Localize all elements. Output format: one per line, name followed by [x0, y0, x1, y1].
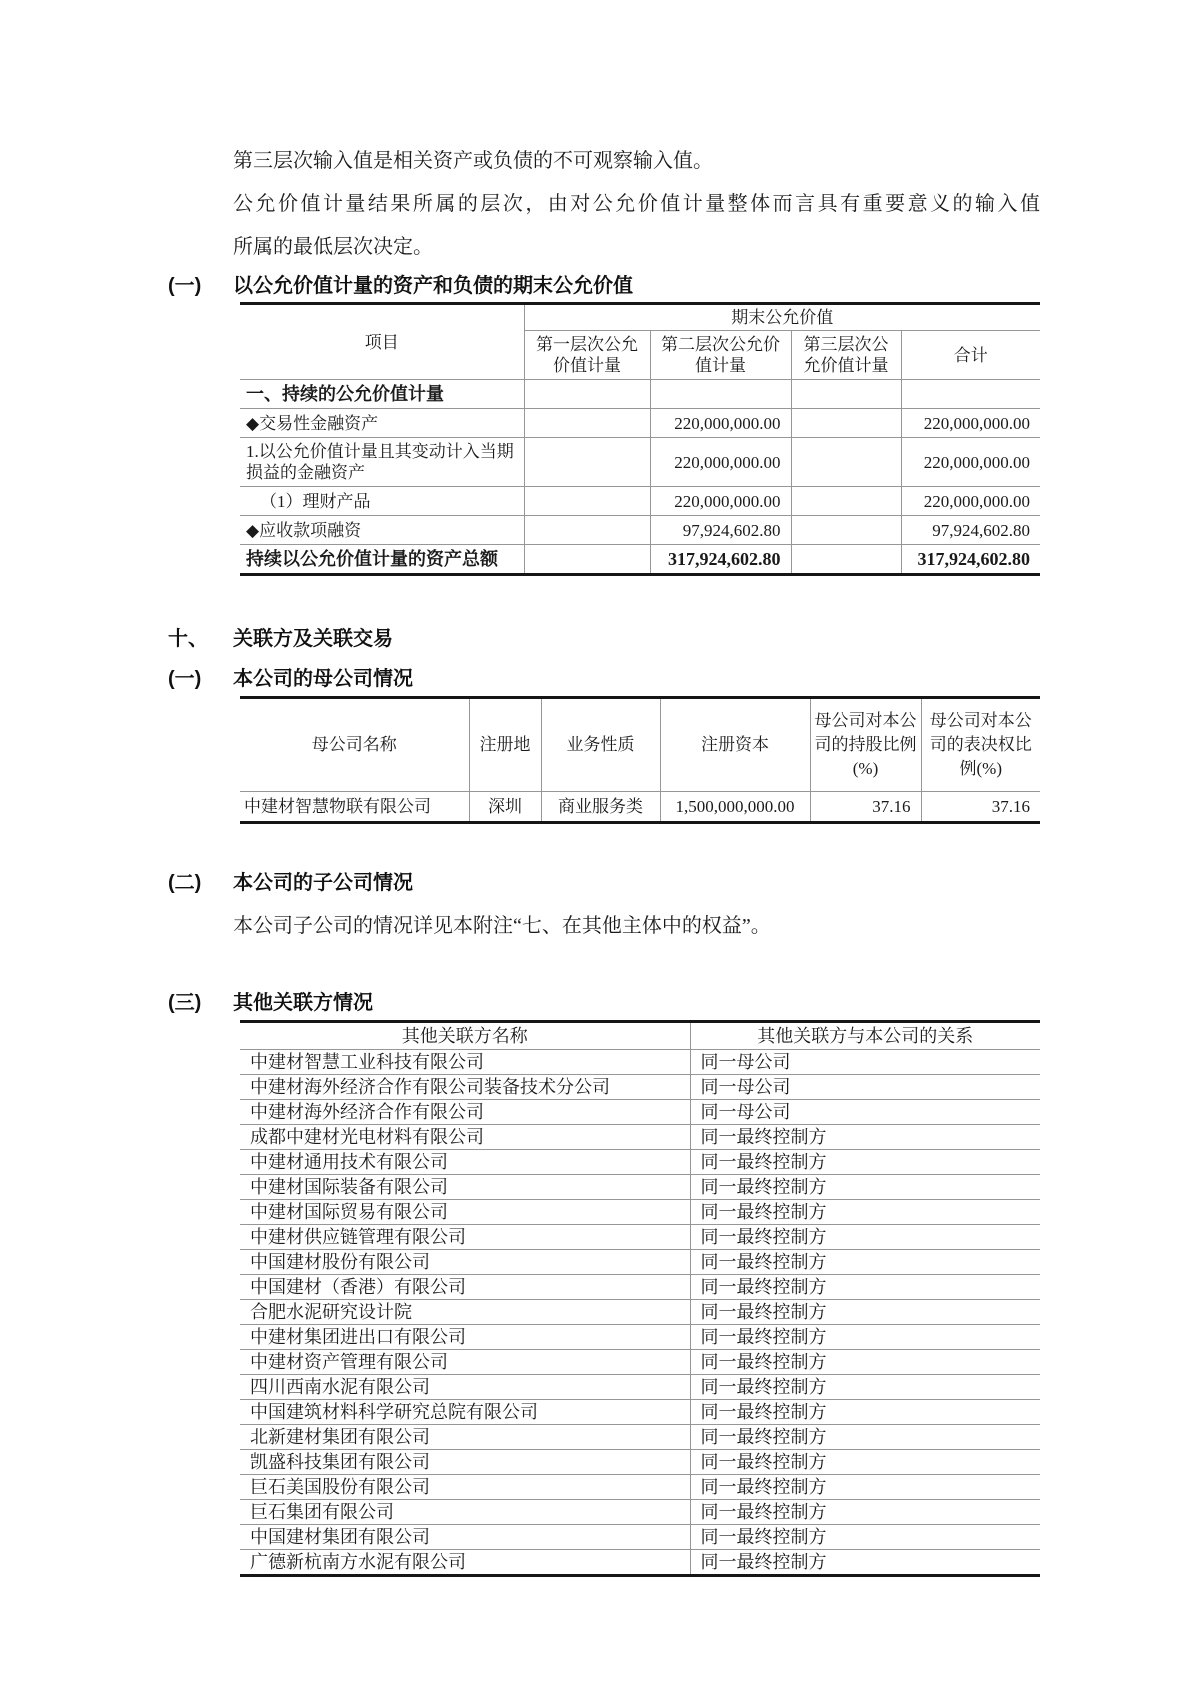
column-header: 其他关联方名称: [240, 1022, 690, 1050]
column-header: 母公司对本公司的表决权比例(%): [921, 698, 1040, 792]
table-cell: 同一母公司: [690, 1100, 1040, 1125]
table-row: [240, 1550, 1040, 1576]
table-cell: 同一最终控制方: [690, 1475, 1040, 1500]
table-row: [240, 1275, 1040, 1300]
table-cell: 同一最终控制方: [690, 1450, 1040, 1475]
column-header: 业务性质: [541, 698, 660, 792]
table-row: [240, 1200, 1040, 1225]
column-header: 第三层次公允价值计量: [791, 331, 901, 380]
table-cell: 中建材海外经济合作有限公司装备技术分公司: [240, 1075, 690, 1100]
table-cell: 中建材供应链管理有限公司: [240, 1225, 690, 1250]
section-number: (一): [168, 275, 202, 297]
table-cell: 四川西南水泥有限公司: [240, 1375, 690, 1400]
section-heading-subsidiaries: [168, 870, 1200, 896]
intro-line-3: 所属的最低层次决定。: [233, 236, 433, 258]
table-cell: [650, 380, 791, 409]
table-cell: 同一最终控制方: [690, 1125, 1040, 1150]
table-cell: ◆应收款项融资: [240, 516, 524, 545]
section-title: 本公司的子公司情况: [233, 872, 413, 894]
table-cell: 同一最终控制方: [690, 1400, 1040, 1425]
table-cell: 广德新杭南方水泥有限公司: [240, 1550, 690, 1576]
table-cell: 97,924,602.80: [901, 516, 1040, 545]
table-cell: [524, 516, 650, 545]
table-row: [240, 1425, 1040, 1450]
table-row: [240, 438, 1040, 487]
table-cell: 37.16: [810, 792, 921, 823]
table-row: [240, 1400, 1040, 1425]
table-cell: 成都中建材光电材料有限公司: [240, 1125, 690, 1150]
column-header: 合计: [901, 331, 1040, 380]
table-row: [240, 1475, 1040, 1500]
subsidiaries-note: 本公司子公司的情况详见本附注“七、在其他主体中的权益”。: [233, 915, 771, 937]
table-cell: 同一最终控制方: [690, 1550, 1040, 1576]
table-cell: 220,000,000.00: [901, 487, 1040, 516]
column-header: 母公司对本公司的持股比例(%): [810, 698, 921, 792]
section-title: 关联方及关联交易: [233, 628, 393, 650]
table-cell: 中建材通用技术有限公司: [240, 1150, 690, 1175]
table-header-row: [240, 698, 1040, 792]
table-cell: 同一最终控制方: [690, 1525, 1040, 1550]
table-cell: [901, 380, 1040, 409]
table-row: [240, 1525, 1040, 1550]
table-cell: [524, 380, 650, 409]
table-cell: 北新建材集团有限公司: [240, 1425, 690, 1450]
table-cell: 中建材国际装备有限公司: [240, 1175, 690, 1200]
table-cell: 220,000,000.00: [650, 487, 791, 516]
table-cell: （1）理财产品: [240, 487, 524, 516]
column-header: 注册地: [469, 698, 541, 792]
table-cell: 中建材资产管理有限公司: [240, 1350, 690, 1375]
table-cell: [791, 516, 901, 545]
section-number: (二): [168, 872, 202, 894]
table-cell: 持续以公允价值计量的资产总额: [240, 545, 524, 575]
table-cell: 220,000,000.00: [901, 438, 1040, 487]
table-cell: [791, 545, 901, 575]
table-row: [240, 487, 1040, 516]
column-header: 第二层次公允价值计量: [650, 331, 791, 380]
parent-company-table: [240, 696, 1040, 824]
table-header-row: [240, 304, 1040, 331]
column-header: 其他关联方与本公司的关系: [690, 1022, 1040, 1050]
table-cell: 220,000,000.00: [650, 438, 791, 487]
table-cell: 同一最终控制方: [690, 1350, 1040, 1375]
table-cell: [524, 487, 650, 516]
table-cell: [524, 545, 650, 575]
column-group-header: 期末公允价值: [524, 304, 1040, 331]
table-cell: 凯盛科技集团有限公司: [240, 1450, 690, 1475]
table-row: [240, 1150, 1040, 1175]
table-row: [240, 792, 1040, 823]
other-related-parties-table-body: [240, 1050, 1040, 1576]
table-row: [240, 1300, 1040, 1325]
other-related-parties-table: [240, 1020, 1040, 1577]
table-cell: 37.16: [921, 792, 1040, 823]
fair-value-table-body: [240, 380, 1040, 575]
table-cell: 中建材智慧工业科技有限公司: [240, 1050, 690, 1075]
table-cell: 317,924,602.80: [650, 545, 791, 575]
table-cell: 中建材集团进出口有限公司: [240, 1325, 690, 1350]
table-cell: 同一最终控制方: [690, 1300, 1040, 1325]
section-heading-other-related: [168, 990, 1200, 1016]
table-cell: 合肥水泥研究设计院: [240, 1300, 690, 1325]
intro-line-1: 第三层次输入值是相关资产或负债的不可观察输入值。: [233, 150, 713, 172]
table-row: [240, 516, 1040, 545]
table-cell: [524, 438, 650, 487]
table-cell: [524, 409, 650, 438]
section-heading-related-parties: [168, 626, 1200, 652]
table-cell: 同一最终控制方: [690, 1500, 1040, 1525]
table-cell: 同一最终控制方: [690, 1325, 1040, 1350]
table-row: [240, 1325, 1040, 1350]
table-cell: [791, 487, 901, 516]
table-row: [240, 1225, 1040, 1250]
table-row: [240, 545, 1040, 575]
table-row: [240, 1175, 1040, 1200]
table-cell: 同一最终控制方: [690, 1225, 1040, 1250]
column-header: 第一层次公允价值计量: [524, 331, 650, 380]
table-cell: 同一最终控制方: [690, 1150, 1040, 1175]
section-title: 本公司的母公司情况: [233, 668, 413, 690]
section-number: (一): [168, 668, 202, 690]
table-cell: 商业服务类: [541, 792, 660, 823]
table-header-row: [240, 1022, 1040, 1050]
table-cell: 巨石集团有限公司: [240, 1500, 690, 1525]
parent-company-table-body: [240, 792, 1040, 823]
section-title: 其他关联方情况: [233, 992, 373, 1014]
table-cell: 220,000,000.00: [901, 409, 1040, 438]
section-heading-parent-company: [168, 666, 1200, 692]
table-cell: 同一最终控制方: [690, 1275, 1040, 1300]
column-header-item: 项目: [240, 304, 524, 380]
table-cell: 中建材海外经济合作有限公司: [240, 1100, 690, 1125]
table-cell: 1,500,000,000.00: [660, 792, 810, 823]
table-row: [240, 1125, 1040, 1150]
table-row: [240, 1075, 1040, 1100]
table-cell: 同一母公司: [690, 1075, 1040, 1100]
section-title: 以公允价值计量的资产和负债的期末公允价值: [233, 275, 633, 297]
table-cell: 同一最终控制方: [690, 1425, 1040, 1450]
table-cell: 同一最终控制方: [690, 1175, 1040, 1200]
table-cell: 317,924,602.80: [901, 545, 1040, 575]
table-row: [240, 1500, 1040, 1525]
table-cell: 中国建筑材料科学研究总院有限公司: [240, 1400, 690, 1425]
table-cell: 同一最终控制方: [690, 1250, 1040, 1275]
table-cell: 巨石美国股份有限公司: [240, 1475, 690, 1500]
table-cell: 中国建材股份有限公司: [240, 1250, 690, 1275]
table-row: [240, 1375, 1040, 1400]
table-cell: ◆交易性金融资产: [240, 409, 524, 438]
table-cell: 中建材国际贸易有限公司: [240, 1200, 690, 1225]
section-number: 十、: [168, 628, 208, 650]
table-cell: 1.以公允价值计量且其变动计入当期损益的金融资产: [240, 438, 524, 487]
table-row: [240, 1350, 1040, 1375]
table-row: [240, 1050, 1040, 1075]
table-cell: 中国建材集团有限公司: [240, 1525, 690, 1550]
table-cell: [791, 438, 901, 487]
table-cell: 中建材智慧物联有限公司: [240, 792, 469, 823]
table-cell: 中国建材（香港）有限公司: [240, 1275, 690, 1300]
table-row: [240, 409, 1040, 438]
table-cell: 同一最终控制方: [690, 1200, 1040, 1225]
table-cell: 220,000,000.00: [650, 409, 791, 438]
section-heading-fair-value: [168, 273, 1200, 299]
table-row: [240, 1100, 1040, 1125]
table-row: [240, 1450, 1040, 1475]
table-cell: [791, 380, 901, 409]
column-header: 母公司名称: [240, 698, 469, 792]
table-cell: 一、持续的公允价值计量: [240, 380, 524, 409]
table-cell: 同一最终控制方: [690, 1375, 1040, 1400]
table-cell: [791, 409, 901, 438]
table-row: [240, 380, 1040, 409]
table-cell: 同一母公司: [690, 1050, 1040, 1075]
fair-value-table: [240, 302, 1040, 576]
table-cell: 97,924,602.80: [650, 516, 791, 545]
column-header: 注册资本: [660, 698, 810, 792]
table-cell: 深圳: [469, 792, 541, 823]
section-number: (三): [168, 992, 202, 1014]
table-row: [240, 1250, 1040, 1275]
intro-line-2: 公允价值计量结果所属的层次，由对公允价值计量整体而言具有重要意义的输入值: [233, 193, 1040, 215]
